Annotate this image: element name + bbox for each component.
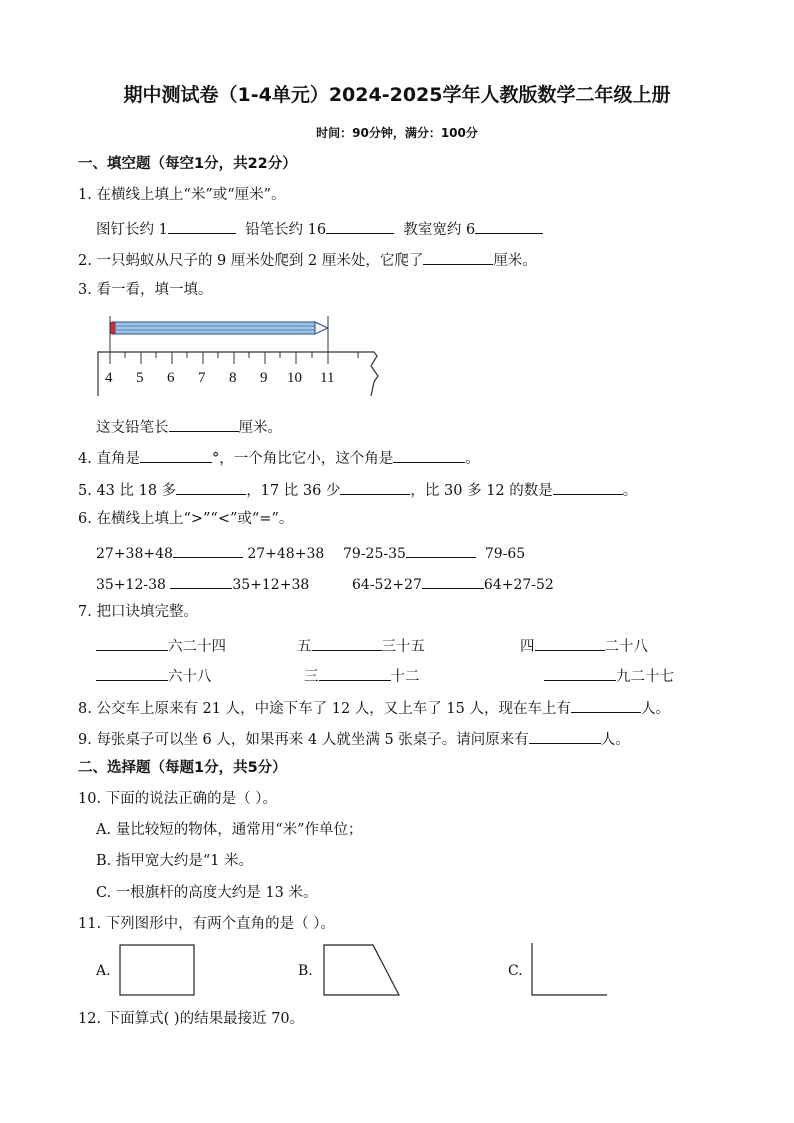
q11-option-a-label[interactable]: A. (96, 963, 111, 979)
q1-text: 1. 在横线上填上“米”或“厘米”。 (78, 187, 286, 203)
answer-blank[interactable] (529, 728, 601, 744)
answer-blank[interactable] (553, 479, 623, 495)
q9 (78, 728, 630, 749)
q3-text: 3. 看一看，填一填。 (78, 282, 213, 298)
q7-rhyme: 十二 (390, 669, 420, 685)
q7-rhyme: 六十八 (168, 669, 212, 685)
answer-blank[interactable] (140, 447, 212, 463)
q4 (78, 447, 480, 468)
q2-unit: 厘米。 (493, 253, 537, 269)
q11-option-b-label[interactable]: B. (298, 963, 313, 979)
q6-expr: 79-25-35 (343, 546, 406, 562)
answer-blank[interactable] (340, 479, 410, 495)
answer-blank[interactable] (176, 479, 246, 495)
answer-blank[interactable] (326, 218, 394, 234)
q4-text: 4. 直角是 (78, 451, 140, 467)
q7-rhyme: 五 (297, 639, 312, 655)
q8-unit: 人。 (640, 701, 670, 717)
section2-heading: 二、选择题（每题1分，共5分） (78, 760, 287, 776)
page-title: 期中测试卷（1-4单元）2024-2025学年人教版数学二年级上册 (123, 84, 671, 106)
q7-rhyme: 六二十四 (168, 639, 226, 655)
ruler-number: 4 (105, 370, 113, 386)
pencil-icon (110, 322, 328, 334)
q5-end: 。 (622, 483, 638, 499)
q10-option-a[interactable]: A. 量比较短的物体，通常用“米”作单位； (96, 822, 363, 838)
q1-item-b: 铅笔长约 16 (245, 222, 327, 238)
q7-item1 (96, 635, 226, 656)
q9-unit: 人。 (600, 732, 630, 748)
q6-text: 6. 在横线上填上“>”“<”或“=”。 (78, 511, 294, 527)
q6-expr: 27+48+38 (247, 546, 325, 562)
q2 (78, 249, 537, 270)
q6-expr: 27+38+48 (96, 546, 173, 562)
answer-blank[interactable] (571, 697, 641, 713)
q3-answer (96, 416, 282, 437)
q12-text: 12. 下面算式( )的结果最接近 70。 (78, 1011, 305, 1027)
q10-text: 10. 下面的说法正确的是（ ）。 (78, 791, 278, 807)
trapezoid-figure[interactable] (323, 944, 401, 996)
q7-rhyme: 四 (520, 639, 535, 655)
q11-text: 11. 下列图形中，有两个直角的是（ ）。 (78, 916, 336, 932)
q1-item-c: 教室宽约 6 (403, 222, 476, 238)
q6-row1 (96, 542, 324, 563)
answer-blank[interactable] (422, 573, 484, 589)
q6-expr: 79-65 (484, 546, 526, 562)
q7-item4 (96, 665, 212, 686)
q11-option-c-label[interactable]: C. (508, 963, 523, 979)
q5 (78, 479, 637, 500)
q7-rhyme: 二十八 (604, 639, 648, 655)
answer-blank[interactable] (312, 635, 382, 651)
answer-blank[interactable] (406, 542, 476, 558)
q5-text-c: ，比 30 多 12 的数是 (410, 483, 553, 499)
rectangle-figure[interactable] (119, 944, 195, 996)
q2-text: 2. 一只蚂蚁从尺子的 9 厘米处爬到 2 厘米处，它爬了 (78, 253, 424, 269)
q8 (78, 697, 670, 718)
answer-blank[interactable] (169, 416, 239, 432)
q10-option-c[interactable]: C. 一根旗杆的高度大约是 13 米。 (96, 885, 318, 901)
q10-option-b[interactable]: B. 指甲宽大约是“1 米。 (96, 853, 254, 869)
answer-blank[interactable] (544, 665, 616, 681)
answer-blank[interactable] (173, 542, 243, 558)
q1-item-a: 图钉长约 1 (96, 222, 168, 238)
q4-text-mid: °，一个角比它小，这个角是 (211, 451, 394, 467)
q7-item6 (544, 665, 674, 686)
q6-row2b (352, 573, 554, 594)
q1-items (96, 218, 543, 239)
q6-row1b (343, 542, 525, 563)
q6-row2 (96, 573, 309, 594)
answer-blank[interactable] (319, 665, 391, 681)
q4-end: 。 (465, 451, 480, 467)
q7-item5 (304, 665, 420, 686)
ruler-number: 11 (320, 370, 335, 386)
ruler-number: 7 (198, 370, 206, 386)
answer-blank[interactable] (423, 249, 493, 265)
answer-blank[interactable] (475, 218, 543, 234)
ruler-number: 9 (260, 370, 268, 386)
answer-blank[interactable] (535, 635, 605, 651)
right-angle-figure[interactable] (531, 942, 609, 996)
q7-item2 (297, 635, 425, 656)
q3-answer-label: 这支铅笔长 (96, 420, 169, 436)
q6-expr: 35+12+38 (232, 577, 310, 593)
answer-blank[interactable] (96, 665, 168, 681)
ruler-number: 8 (229, 370, 237, 386)
q7-text: 7. 把口诀填完整。 (78, 604, 198, 620)
q6-expr: 35+12-38 (96, 577, 166, 593)
page-subtitle: 时间：90分钟，满分：100分 (316, 126, 478, 140)
answer-blank[interactable] (96, 635, 168, 651)
answer-blank[interactable] (393, 447, 465, 463)
q7-rhyme: 九二十七 (616, 669, 674, 685)
answer-blank[interactable] (170, 573, 232, 589)
answer-blank[interactable] (168, 218, 236, 234)
ruler-number: 5 (136, 370, 144, 386)
ruler-number: 6 (167, 370, 175, 386)
q9-text: 9. 每张桌子可以坐 6 人，如果再来 4 人就坐满 5 张桌子。请问原来有 (78, 732, 529, 748)
ruler-number: 10 (287, 370, 302, 386)
q7-item3 (520, 635, 648, 656)
q7-rhyme: 三 (304, 669, 319, 685)
q7-rhyme: 三十五 (381, 639, 425, 655)
q5-text-a: 5. 43 比 18 多 (78, 483, 177, 499)
q3-unit: 厘米。 (238, 420, 282, 436)
q6-expr: 64-52+27 (352, 577, 422, 593)
q5-text-b: ，17 比 36 少 (246, 483, 341, 499)
q6-expr: 64+27-52 (483, 577, 554, 593)
section1-heading: 一、填空题（每空1分，共22分） (78, 156, 297, 172)
q8-text: 8. 公交车上原来有 21 人，中途下车了 12 人，又上车了 15 人，现在车上有 (78, 701, 571, 717)
